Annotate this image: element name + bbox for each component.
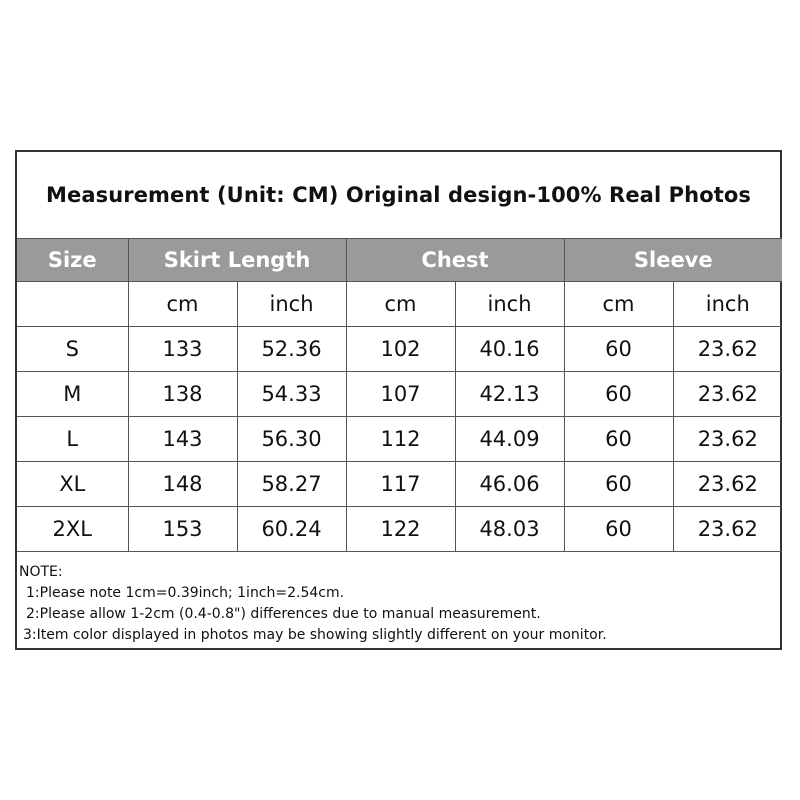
value-cell: 143 [128, 417, 237, 462]
value-cell: 60 [564, 417, 673, 462]
value-cell: 138 [128, 372, 237, 417]
value-cell: 23.62 [673, 417, 782, 462]
unit-cell: inch [237, 282, 346, 327]
header-chest: Chest [346, 239, 564, 282]
value-cell: 52.36 [237, 327, 346, 372]
unit-cell: inch [673, 282, 782, 327]
unit-cell: inch [455, 282, 564, 327]
size-cell: 2XL [17, 507, 128, 552]
value-cell: 23.62 [673, 372, 782, 417]
value-cell: 102 [346, 327, 455, 372]
value-cell: 58.27 [237, 462, 346, 507]
unit-cell: cm [128, 282, 237, 327]
size-chart [15, 150, 782, 650]
value-cell: 54.33 [237, 372, 346, 417]
value-cell: 48.03 [455, 507, 564, 552]
value-cell: 46.06 [455, 462, 564, 507]
table-row [17, 372, 782, 417]
table-row [17, 462, 782, 507]
value-cell: 23.62 [673, 462, 782, 507]
header-sleeve: Sleeve [564, 239, 782, 282]
size-table [17, 238, 782, 552]
value-cell: 60 [564, 327, 673, 372]
chart-title: Measurement (Unit: CM) Original design-100% Real Photos [45, 183, 751, 207]
table-row [17, 417, 782, 462]
value-cell: 122 [346, 507, 455, 552]
unit-cell: cm [346, 282, 455, 327]
size-cell: M [17, 372, 128, 417]
value-cell: 23.62 [673, 507, 782, 552]
value-cell: 56.30 [237, 417, 346, 462]
unit-row [17, 282, 782, 327]
value-cell: 107 [346, 372, 455, 417]
header-row [17, 239, 782, 282]
value-cell: 60.24 [237, 507, 346, 552]
value-cell: 112 [346, 417, 455, 462]
unit-cell-empty [17, 282, 128, 327]
size-cell: L [17, 417, 128, 462]
value-cell: 148 [128, 462, 237, 507]
value-cell: 44.09 [455, 417, 564, 462]
header-size: Size [17, 239, 128, 282]
note-item: 2:Please allow 1-2cm (0.4-0.8") differences due to manual measurement. [26, 606, 541, 622]
table-row [17, 507, 782, 552]
size-cell: S [17, 327, 128, 372]
value-cell: 40.16 [455, 327, 564, 372]
header-skirt-length: Skirt Length [128, 239, 346, 282]
value-cell: 60 [564, 372, 673, 417]
value-cell: 153 [128, 507, 237, 552]
notes-section [17, 552, 780, 646]
notes-heading: NOTE: [19, 564, 63, 580]
value-cell: 60 [564, 462, 673, 507]
table-row [17, 327, 782, 372]
value-cell: 133 [128, 327, 237, 372]
note-item: 3:Item color displayed in photos may be showing slightly different on your monitor. [23, 627, 607, 643]
value-cell: 42.13 [455, 372, 564, 417]
value-cell: 23.62 [673, 327, 782, 372]
size-cell: XL [17, 462, 128, 507]
unit-cell: cm [564, 282, 673, 327]
value-cell: 117 [346, 462, 455, 507]
note-item: 1:Please note 1cm=0.39inch; 1inch=2.54cm. [26, 585, 345, 601]
value-cell: 60 [564, 507, 673, 552]
